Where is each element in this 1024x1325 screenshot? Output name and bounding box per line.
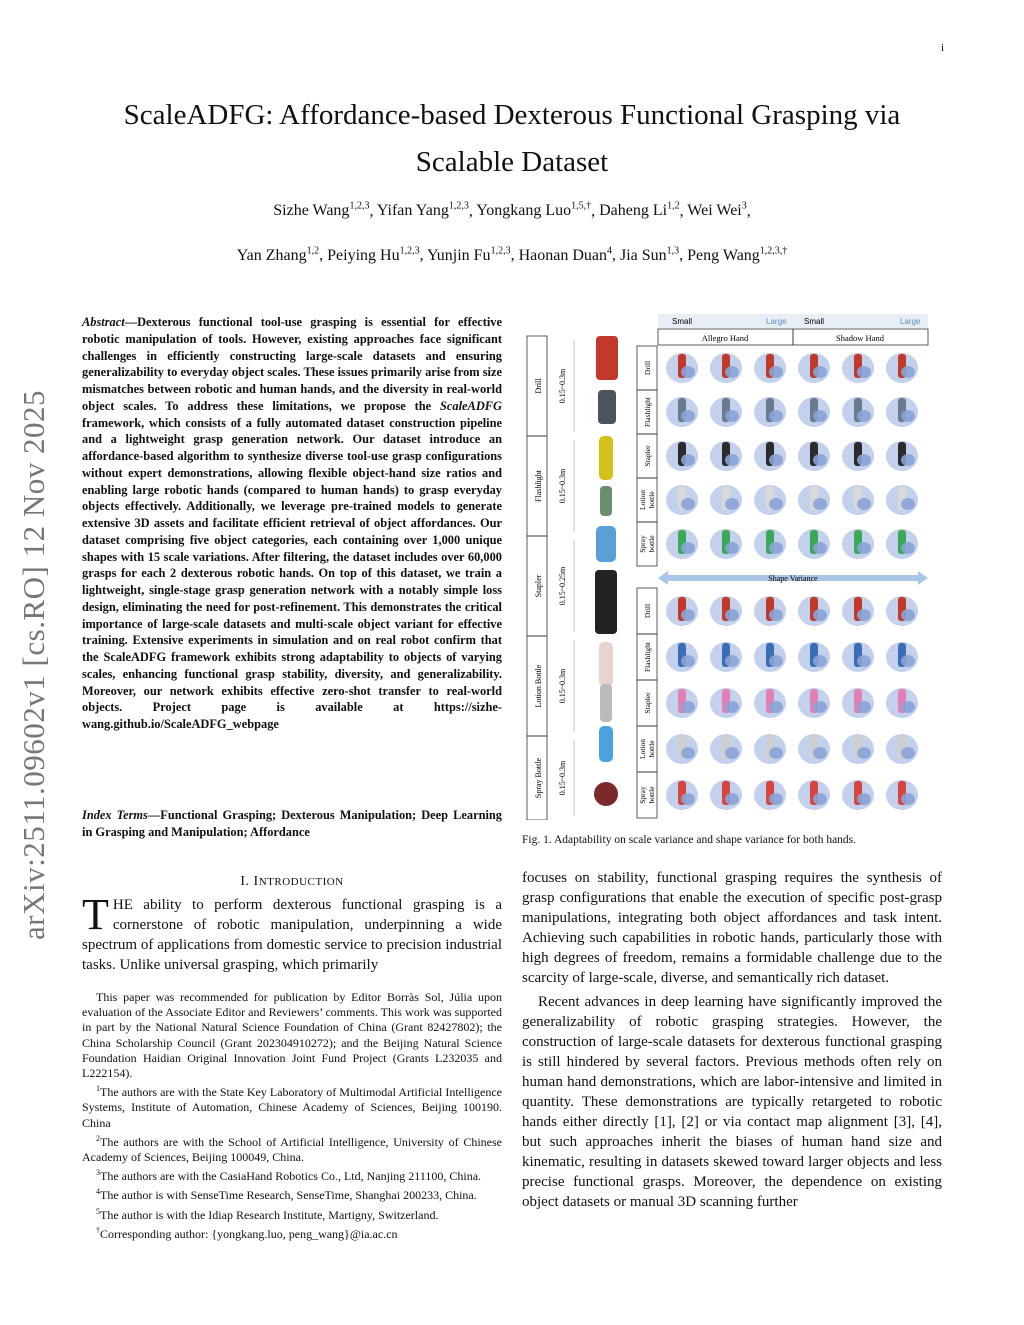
grasp-thumbnail <box>710 596 742 626</box>
finger-shape <box>681 542 695 554</box>
grasp-thumbnail <box>710 485 742 515</box>
finger-shape <box>901 655 915 667</box>
grasp-thumbnail <box>754 441 786 471</box>
grasp-thumbnail <box>754 688 786 718</box>
grasp-thumbnail <box>842 397 874 427</box>
finger-shape <box>857 454 871 466</box>
finger-shape <box>681 609 695 621</box>
grasp-thumbnail <box>666 353 698 383</box>
finger-shape <box>681 498 695 510</box>
grasp-thumbnail <box>798 485 830 515</box>
finger-shape <box>725 366 739 378</box>
finger-shape <box>769 410 783 422</box>
scale-range-label: 0.15~0.25m <box>558 566 567 606</box>
grasp-thumbnail <box>666 734 698 764</box>
finger-shape <box>725 454 739 466</box>
finger-shape <box>725 747 739 759</box>
grasp-thumbnail <box>842 780 874 810</box>
grasp-thumbnail <box>798 688 830 718</box>
drill-photo-2 <box>598 390 616 424</box>
category-label: Stapler <box>534 574 543 598</box>
index-terms: Index Terms—Functional Grasping; Dexterous Manipulation; Deep Learning in Grasping and Manipulation; Affordance <box>82 808 502 839</box>
row-label: Stapler <box>643 692 652 714</box>
footnote: $^1$The authors are with the State Key Laboratory of Multimodal Artificial Intelligence Systems, Institute of Automation, Chinese Academy of Sciences, Beijing 100190. China <box>82 1084 502 1130</box>
finger-shape <box>857 410 871 422</box>
grasp-thumbnail <box>754 397 786 427</box>
footnotes <box>82 990 502 1242</box>
grasp-thumbnail <box>666 780 698 810</box>
finger-shape <box>901 366 915 378</box>
category-label: Spray Bottle <box>534 757 543 799</box>
paragraph: Recent advances in deep learning have significantly improved the generalizability of robotic grasping strategies. However, the construction of large-scale datasets for dexterous functional grasping is still hindered by several factors. Previous methods often rely on human hand demonstrations, which are labor-intensive and limited in quantity. These demonstrations are typically retargeted to robotic hands either directly [1], [2] or via contact map alignment [3], [4], but such approaches inherit the biases of human hand size and kinematic, resulting in datasets skewed toward larger objects and less precise functional grasps. Moreover, the dependence on existing object datasets or manual 3D scanning further <box>522 994 942 1210</box>
grasp-thumbnail <box>754 780 786 810</box>
grasp-thumbnail <box>798 780 830 810</box>
finger-shape <box>857 609 871 621</box>
section-heading: I. INTRODUCTION <box>240 874 344 889</box>
row-label: Lotion <box>638 739 647 759</box>
arxiv-watermark: arXiv:2511.09602v1 [cs.RO] 12 Nov 2025 <box>16 390 51 940</box>
author-name: Daheng Li$^{1,2}$ <box>599 201 680 220</box>
footnote: $^5$The author is with the Idiap Research Institute, Martigny, Switzerland. <box>96 1206 439 1222</box>
figure-1 <box>526 314 930 820</box>
grasp-thumbnail <box>666 397 698 427</box>
finger-shape <box>857 498 871 510</box>
grasp-thumbnail <box>798 441 830 471</box>
grasp-thumbnail <box>798 596 830 626</box>
grasp-thumbnail <box>754 734 786 764</box>
grasp-thumbnail <box>886 734 918 764</box>
finger-shape <box>725 542 739 554</box>
intro-paragraph: THE ability to perform dexterous functional grasping is a cornerstone of robotic manipulation, underpinning a wide spectrum of applications from domestic service to precision industrial tasks. Unlike universal grasping, which primarily <box>82 890 502 973</box>
finger-shape <box>769 498 783 510</box>
author-name: Yongkang Luo$^{1,5,\dagger}$ <box>476 201 592 220</box>
author-name: Yifan Yang$^{1,2,3}$ <box>376 201 469 220</box>
small-label-1: Small <box>672 317 693 326</box>
stapler-photo <box>596 526 616 562</box>
figure-header <box>658 314 928 345</box>
small-label-2: Small <box>804 317 825 326</box>
row-label: Lotion <box>638 490 647 510</box>
paper-title: ScaleADFG: Affordance-based Dexterous Functional Grasping via Scalable Dataset <box>123 99 901 178</box>
lotion-photo <box>599 642 613 686</box>
row-label: Drill <box>643 603 652 619</box>
finger-shape <box>725 701 739 713</box>
grasp-thumbnail <box>666 485 698 515</box>
finger-shape <box>681 655 695 667</box>
figure-caption: Fig. 1. Adaptability on scale variance and shape variance for both hands. <box>522 834 857 846</box>
drill-photo <box>596 336 618 380</box>
grasp-thumbnail <box>710 397 742 427</box>
finger-shape <box>813 655 827 667</box>
footnote: $^2$The authors are with the School of Artificial Intelligence, University of Chinese Academy of Sciences, Beijing 100049, China. <box>82 1133 502 1165</box>
category-label: Lotion Bottle <box>534 664 543 708</box>
grasp-thumbnail <box>798 734 830 764</box>
finger-shape <box>813 701 827 713</box>
finger-shape <box>681 366 695 378</box>
figure-svg <box>526 314 930 820</box>
category-label: Flashlight <box>534 469 543 503</box>
grasp-thumbnail <box>842 734 874 764</box>
finger-shape <box>681 701 695 713</box>
footnote: This paper was recommended for publication by Editor Borràs Sol, Júlia upon evaluation of the Associate Editor and Reviewers’ comments. This work was supported in part by the National Natural Science Foundation of China (Grant 82427802); the China Scholarship Council (Grant 202304910272); and the Beijing Natural Science Foundation Haidian Original Innovation Joint Fund Project (Grants L232035 and L222154). <box>82 990 502 1081</box>
grasp-thumbnail <box>710 353 742 383</box>
page-number: i <box>940 42 944 54</box>
grasp-thumbnail <box>754 353 786 383</box>
grasp-thumbnail <box>842 353 874 383</box>
finger-shape <box>681 793 695 805</box>
grasp-thumbnail <box>710 642 742 672</box>
paragraph: focuses on stability, functional grasping requires the synthesis of grasp configurations that enable the execution of specific post-grasp manipulations, integrating both object affordances and task intent. Achieving such capabilities in robotic hands, particularly those with high degrees of freedom, remains a formidable challenge due to the scarcity of large-scale, diverse, and semantically rich dataset. <box>522 870 942 986</box>
footnote: $^4$The author is with SenseTime Research, SenseTime, Shanghai 200233, China. <box>96 1187 477 1203</box>
author-name: Jia Sun$^{1,3}$ <box>619 245 680 264</box>
grasp-thumbnail <box>798 397 830 427</box>
row-label: Flashlight <box>643 396 652 428</box>
scale-range-label: 0.15~0.3m <box>558 760 567 796</box>
row-labels-top <box>637 346 657 566</box>
author-name: Sizhe Wang$^{1,2,3}$ <box>273 201 370 220</box>
grasp-thumbnail <box>666 529 698 559</box>
grasp-thumbnail <box>886 441 918 471</box>
large-label-1: Large <box>766 317 787 326</box>
lotion-photo-2 <box>600 684 612 722</box>
framework-name: ScaleADFG <box>440 398 502 413</box>
finger-shape <box>769 609 783 621</box>
grasp-thumbnail <box>886 780 918 810</box>
grasp-thumbnail <box>842 441 874 471</box>
finger-shape <box>769 747 783 759</box>
grasp-thumbnail <box>710 734 742 764</box>
finger-shape <box>769 701 783 713</box>
finger-shape <box>901 542 915 554</box>
finger-shape <box>769 655 783 667</box>
finger-shape <box>857 701 871 713</box>
finger-shape <box>901 793 915 805</box>
author-name: Peng Wang$^{1,2,3,\dagger}$ <box>687 245 788 264</box>
grasp-thumbnail <box>798 642 830 672</box>
large-label-2: Large <box>900 317 921 326</box>
grasp-thumbnail <box>886 485 918 515</box>
grasp-thumbnail <box>754 485 786 515</box>
finger-shape <box>857 366 871 378</box>
finger-shape <box>681 454 695 466</box>
finger-shape <box>725 655 739 667</box>
finger-shape <box>857 747 871 759</box>
grasp-thumbnail <box>886 353 918 383</box>
spray-photo-2 <box>594 782 618 806</box>
finger-shape <box>725 609 739 621</box>
finger-shape <box>813 410 827 422</box>
finger-shape <box>725 498 739 510</box>
allegro-hand-label: Allegro Hand <box>701 333 749 343</box>
finger-shape <box>813 609 827 621</box>
finger-shape <box>813 793 827 805</box>
grasp-thumbnail <box>710 441 742 471</box>
finger-shape <box>725 410 739 422</box>
grasp-thumbnail <box>666 688 698 718</box>
shadow-hand-label: Shadow Hand <box>836 333 884 343</box>
finger-shape <box>901 609 915 621</box>
drop-cap: T <box>82 890 109 939</box>
grasp-thumbnail <box>886 688 918 718</box>
grasp-thumbnail <box>842 485 874 515</box>
author-name: Haonan Duan$^4$ <box>518 245 612 264</box>
spray-photo <box>599 726 613 762</box>
grasp-thumbnail <box>842 529 874 559</box>
author-name: Wei Wei$^3$ <box>687 201 747 220</box>
finger-shape <box>813 542 827 554</box>
stapler-photo-2 <box>595 570 617 634</box>
grasp-thumbnail <box>710 780 742 810</box>
grasp-thumbnail <box>710 529 742 559</box>
grasp-thumbnail <box>886 642 918 672</box>
finger-shape <box>769 454 783 466</box>
row-label: bottle <box>647 786 656 804</box>
author-name: Peiying Hu$^{1,2,3}$ <box>327 245 420 264</box>
finger-shape <box>769 542 783 554</box>
finger-shape <box>769 793 783 805</box>
finger-shape <box>681 410 695 422</box>
grasp-thumbnail <box>710 688 742 718</box>
row-label: Spray <box>638 786 647 804</box>
finger-shape <box>813 366 827 378</box>
finger-shape <box>857 655 871 667</box>
category-label: Drill <box>534 378 543 394</box>
author-list <box>80 187 944 276</box>
grasp-thumbnail <box>886 397 918 427</box>
grasp-thumbnail <box>666 596 698 626</box>
row-label: Spray <box>638 535 647 553</box>
finger-shape <box>901 747 915 759</box>
grasp-thumbnail <box>842 596 874 626</box>
finger-shape <box>813 454 827 466</box>
row-label: Flashlight <box>643 641 652 673</box>
shape-variance-label: Shape Variance <box>768 574 818 583</box>
row-label: Stapler <box>643 445 652 467</box>
scale-range-label: 0.15~0.3m <box>558 668 567 704</box>
grasp-thumbnail <box>886 529 918 559</box>
row-labels-bottom <box>637 588 657 818</box>
grasp-thumbnail <box>666 441 698 471</box>
scale-range-label: 0.15~0.3m <box>558 468 567 504</box>
grasp-thumbnail <box>842 642 874 672</box>
left-category-column <box>527 336 574 820</box>
author-line-2: Yan Zhang$^{1,2}$, Peiying Hu$^{1,2,3}$, Yunjin Fu$^{1,2,3}$, Haonan Duan$^4$, Jia Sun$^{1,3}$, Peng Wang$^{1,2,3,\dagger}$ <box>236 245 788 264</box>
finger-shape <box>857 793 871 805</box>
row-label: bottle <box>647 535 656 553</box>
finger-shape <box>769 366 783 378</box>
author-name: Yunjin Fu$^{1,2,3}$ <box>426 245 511 264</box>
abstract-label: Abstract <box>82 315 125 329</box>
grasp-thumbnail <box>886 596 918 626</box>
abstract: Abstract—Dexterous functional tool-use grasping is essential for effective robotic manipulation of tools. However, existing approaches face significant challenges in efficiently constructing large-scale datasets and ensuring generalizability to everyday object scales. These issues primarily arise from size mismatches between robotic and human hands, and the diversity in real-world object scales. To address these limitations, we propose the ScaleADFG framework, which consists of a fully automated dataset construction pipeline and a lightweight grasp generation network. Our dataset introduce an affordance-based algorithm to synthesize diverse tool-use grasp configurations without expert demonstrations, allowing flexible object-hand size ratios and enabling large robotic hands (compared to human hands) to grasp everyday objects effectively. Additionally, we leverage pre-trained models to generate extensive 3D assets and facilitate efficient retrieval of object affordances. Our dataset comprising five object categories, each containing over 1,000 unique shapes with 15 scale variations. After filtering, the dataset includes over 60,000 grasps for each 2 dexterous robotic hands. On top of this dataset, we train a lightweight, single-stage grasp generation network with a notably simple loss design, eliminating the need for post-refinement. This demonstrates the critical importance of large-scale datasets and multi-scale object variant for effective training. Extensive experiments in simulation and on real robot confirm that the ScaleADFG framework exhibits strong adaptability to objects of varying scales, enhancing functional grasp stability, diversity, and generalizability. Moreover, our network exhibits effective zero-shot transfer to real-world objects. Project page is available at https://sizhe-wang.github.io/ScaleADFG_webpage <box>82 315 502 731</box>
finger-shape <box>901 498 915 510</box>
grasp-thumbnail <box>754 596 786 626</box>
flashlight-photo-2 <box>600 486 612 516</box>
footnote: †Corresponding author: {yongkang.luo, peng_wang}@ia.ac.cn <box>96 1225 398 1241</box>
object-thumbnails <box>594 336 618 806</box>
grasp-thumbnail <box>798 353 830 383</box>
finger-shape <box>813 498 827 510</box>
row-label: Drill <box>643 360 652 376</box>
shape-variance-arrow <box>658 571 928 585</box>
row-label: bottle <box>647 740 656 758</box>
footnote: $^3$The authors are with the CasiaHand Robotics Co., Ltd, Nanjing 211100, China. <box>96 1168 482 1184</box>
author-line-1: Sizhe Wang$^{1,2,3}$, Yifan Yang$^{1,2,3}$, Yongkang Luo$^{1,5,\dagger}$, Daheng Li$^{1,2}$, Wei Wei$^3$, <box>273 201 751 220</box>
right-column-text <box>522 868 942 1212</box>
grasp-thumbnail <box>754 529 786 559</box>
finger-shape <box>857 542 871 554</box>
finger-shape <box>813 747 827 759</box>
finger-shape <box>901 454 915 466</box>
finger-shape <box>901 410 915 422</box>
grasp-thumbnail <box>666 642 698 672</box>
grasp-thumbnail <box>754 642 786 672</box>
grasp-thumbnail <box>798 529 830 559</box>
finger-shape <box>681 747 695 759</box>
row-label: bottle <box>647 491 656 509</box>
grasp-thumbnail <box>842 688 874 718</box>
finger-shape <box>901 701 915 713</box>
author-name: Yan Zhang$^{1,2}$ <box>236 245 320 264</box>
finger-shape <box>725 793 739 805</box>
flashlight-photo <box>599 436 613 480</box>
scale-range-label: 0.15~0.3m <box>558 368 567 404</box>
